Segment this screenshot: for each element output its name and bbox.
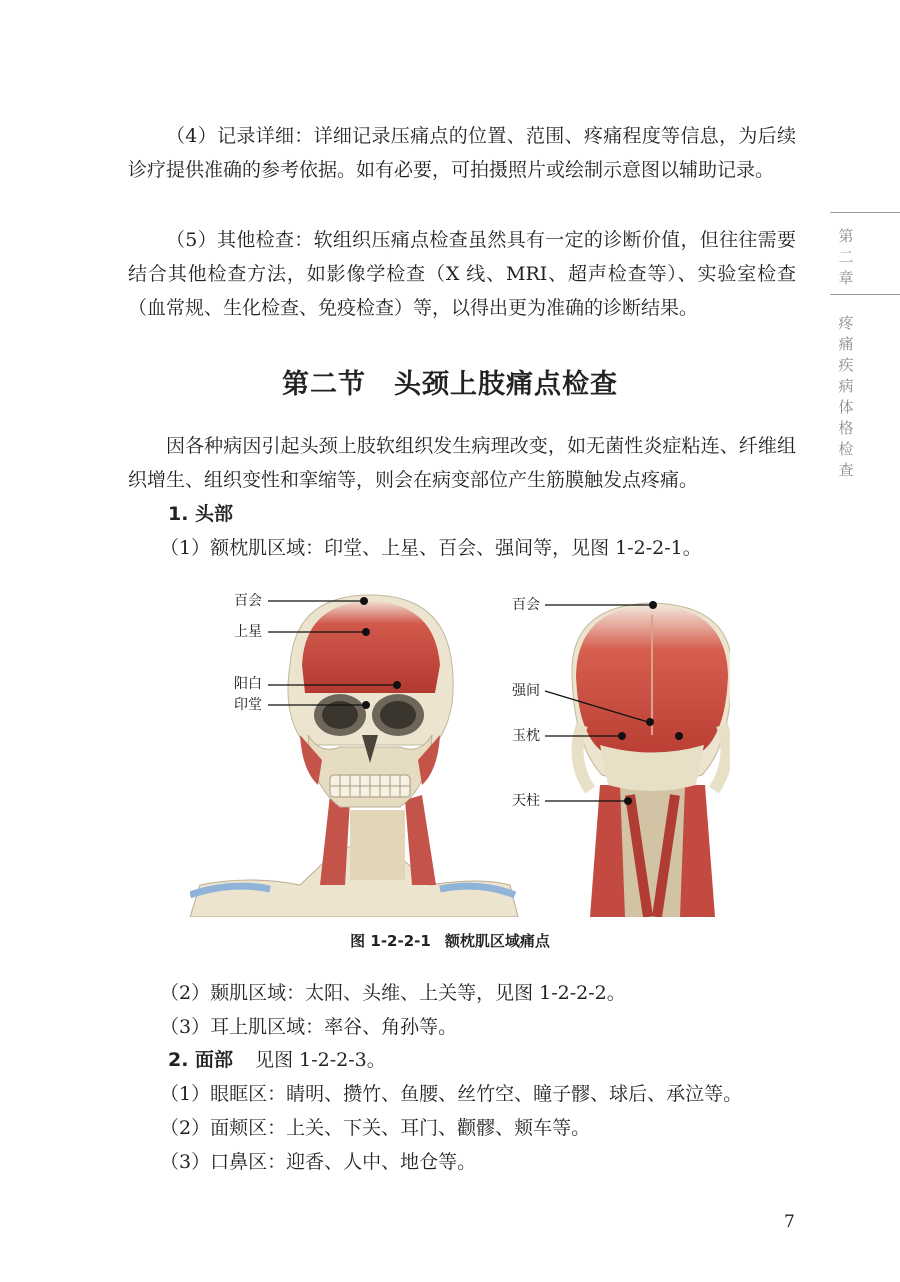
anatomy-illustration xyxy=(190,585,730,917)
item-orbit: （1）眼眶区：睛明、攒竹、鱼腰、丝竹空、瞳子髎、球后、承泣等。 xyxy=(160,1083,743,1105)
side-chapter-char: 第 xyxy=(838,227,854,245)
label-back-qiangjian: 强间 xyxy=(512,683,540,699)
back-skull xyxy=(572,603,730,917)
label-back-tianzhu: 天柱 xyxy=(512,793,540,809)
side-title-char: 疼 xyxy=(838,314,854,332)
side-title-char: 检 xyxy=(838,440,854,458)
label-front-yangbai: 阳白 xyxy=(234,676,262,692)
label-back-yuzhen: 玉枕 xyxy=(512,728,540,744)
side-chapter-char: 二 xyxy=(838,248,854,266)
item-ear: （3）耳上肌区域：率谷、角孙等。 xyxy=(160,1016,458,1038)
item-cheek: （2）面颊区：上关、下关、耳门、颧髎、颊车等。 xyxy=(160,1117,591,1139)
side-chapter-char: 章 xyxy=(838,269,854,287)
side-rule-bottom xyxy=(830,294,900,295)
side-title xyxy=(836,313,856,481)
side-chapter xyxy=(836,226,856,289)
heading-face-ref: 见图 1-2-2-3。 xyxy=(255,1049,386,1071)
side-title-char: 体 xyxy=(838,398,854,416)
side-title-char: 病 xyxy=(838,377,854,395)
label-front-baihui: 百会 xyxy=(234,593,262,609)
paragraph-record-details: （4）记录详细：详细记录压痛点的位置、范围、疼痛程度等信息，为后续诊疗提供准确的参考依据。如有必要，可拍摄照片或绘制示意图以辅助记录。 xyxy=(128,125,796,181)
side-rule-top xyxy=(830,212,900,213)
item-mouth: （3）口鼻区：迎香、人中、地仓等。 xyxy=(160,1151,477,1173)
item-frontal-occipital: （1）额枕肌区域：印堂、上星、百会、强间等，见图 1-2-2-1。 xyxy=(160,537,702,559)
caption-title: 额枕肌区域痛点 xyxy=(444,932,550,950)
paragraph-other-exams: （5）其他检查：软组织压痛点检查虽然具有一定的诊断价值，但往往需要结合其他检查方法，如影像学检查（X 线、MRI、超声检查等）、实验室检查（血常规、生化检查、免疫检查）等，以得出更为准确的诊断结果。 xyxy=(128,229,796,319)
front-skull xyxy=(190,595,518,917)
label-front-yintang: 印堂 xyxy=(234,697,262,713)
heading-head: 1. 头部 xyxy=(168,503,234,525)
figure-frontal-occipital xyxy=(190,585,730,917)
side-title-char: 疾 xyxy=(838,356,854,374)
heading-face-label: 2. 面部 xyxy=(168,1049,234,1071)
side-title-char: 格 xyxy=(838,419,854,437)
label-back-baihui: 百会 xyxy=(512,597,540,613)
page-number: 7 xyxy=(784,1212,795,1232)
side-title-char: 查 xyxy=(838,461,854,479)
paragraph-intro: 因各种病因引起头颈上肢软组织发生病理改变，如无菌性炎症粘连、纤维组织增生、组织变性和挛缩等，则会在病变部位产生筋膜触发点疼痛。 xyxy=(128,435,796,491)
heading-face xyxy=(168,1045,386,1075)
label-front-shangxing: 上星 xyxy=(234,624,262,640)
caption-number: 图 1-2-2-1 xyxy=(350,932,431,950)
side-title-char: 痛 xyxy=(838,335,854,353)
figure-caption xyxy=(0,930,900,951)
item-temporal: （2）颞肌区域：太阳、头维、上关等，见图 1-2-2-2。 xyxy=(160,982,626,1004)
section-title: 第二节 头颈上肢痛点检查 xyxy=(282,369,618,400)
